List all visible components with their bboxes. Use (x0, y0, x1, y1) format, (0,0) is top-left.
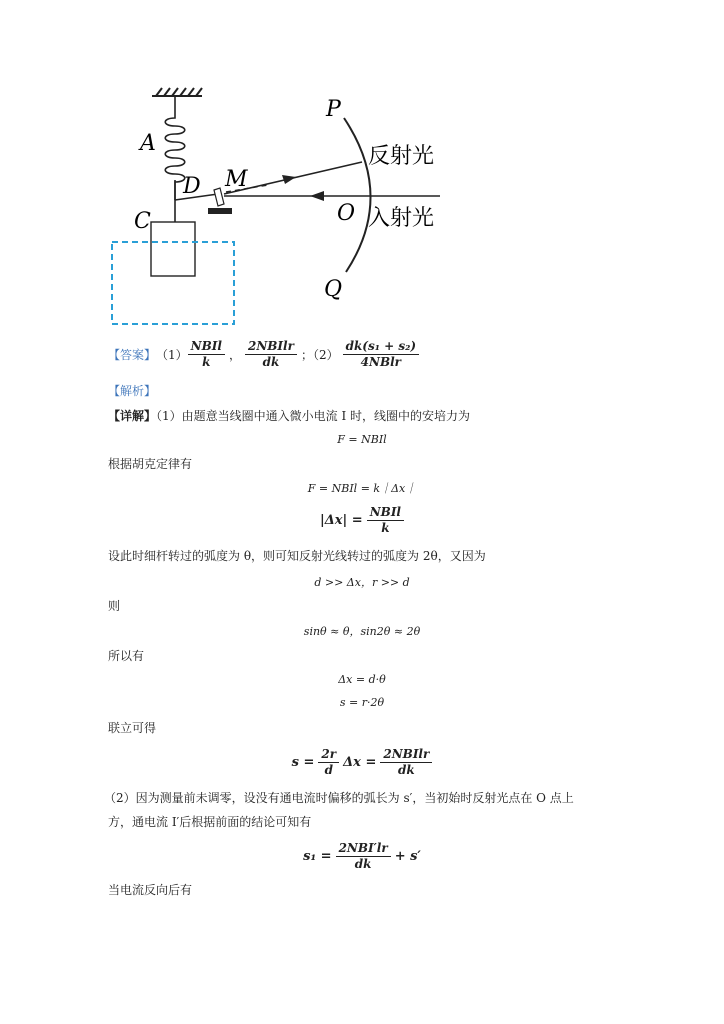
detail-line-7: （2）因为测量前未调零，设没有通电流时偏移的弧长为 s′，当初始时反射光点在 O 点上 (104, 791, 574, 805)
detail-line-5: 所以有 (108, 649, 145, 663)
label-D: D (183, 174, 201, 199)
fraction-denominator: k (381, 520, 390, 535)
fraction-denominator: dk (262, 354, 280, 369)
label-C: C (134, 209, 151, 234)
detail-line-9: 当电流反向后有 (108, 883, 193, 897)
physics-diagram (100, 80, 460, 330)
detail-line-3: 设此时细杆转过的弧度为 θ，则可知反射光线转过的弧度为 2θ，又因为 (108, 549, 486, 563)
detail-line-8: 方，通电流 I′后根据前面的结论可知有 (108, 815, 312, 829)
answer-fraction-1 (188, 339, 225, 370)
eq8-s: s = (291, 754, 315, 770)
detail-text-1: （1）由题意当线圈中通入微小电流 I 时，线圈中的安培力为 (156, 409, 471, 423)
fraction-denominator: 4NBlr (360, 354, 401, 369)
label-P: P (326, 97, 341, 122)
fraction-denominator: dk (354, 856, 372, 871)
label-M: M (225, 167, 248, 192)
scale-arc-PQ (344, 118, 371, 272)
equation-8 (0, 742, 724, 782)
equation-6: Δx = d·θ (338, 673, 386, 686)
fraction-numerator: 2NBIlr (245, 339, 297, 355)
analysis-tag: 【解析】 (108, 384, 157, 398)
fraction-numerator: 2r (318, 747, 339, 763)
incident-arrow (310, 191, 324, 201)
fraction-numerator: NBIl (188, 339, 225, 355)
eq9-right: + s′ (394, 848, 421, 864)
equation-4: d >> Δx，r >> d (314, 576, 410, 589)
answer-fraction-3 (343, 339, 420, 370)
eq8-mid: Δx = (343, 754, 377, 770)
equation-5: sinθ ≈ θ，sin2θ ≈ 2θ (303, 625, 421, 638)
fraction-denominator: k (202, 354, 211, 369)
equation-3 (0, 502, 724, 538)
eq8-fraction-1 (318, 747, 339, 778)
label-reflected: 反射光 (368, 144, 435, 169)
comma: ， (228, 347, 241, 362)
label-Q: Q (324, 277, 343, 302)
equation-2: F = NBIl = k｜Δx｜ (307, 482, 417, 495)
detail-line-2: 根据胡克定律有 (108, 457, 193, 471)
equation-7: s = r·2θ (339, 696, 385, 709)
fraction-numerator: 2NBI′lr (336, 841, 391, 857)
label-incident: 入射光 (368, 206, 435, 231)
eq9-fraction (336, 841, 391, 872)
coil-box-C (151, 222, 195, 276)
fraction-denominator: d (324, 762, 333, 777)
eq3-fraction (367, 505, 404, 536)
detail-line-4: 则 (108, 599, 121, 613)
fraction-numerator: 2NBIlr (380, 747, 432, 763)
eq8-fraction-2 (380, 747, 432, 778)
answer-separator: ；（2） (300, 347, 339, 362)
detail-line-6: 联立可得 (108, 721, 157, 735)
eq9-left: s₁ = (303, 848, 332, 864)
answer-tag: 【答案】 (108, 347, 157, 362)
fraction-numerator: dk(s₁ + s₂) (343, 339, 420, 355)
ceiling-support (152, 88, 202, 96)
answer-part1: （1） (156, 347, 188, 362)
equation-9 (0, 836, 724, 876)
eq3-left: |Δx| = (319, 512, 363, 528)
answer-line (108, 336, 419, 372)
fraction-denominator: dk (397, 762, 415, 777)
answer-fraction-2 (245, 339, 297, 370)
fraction-numerator: NBIl (367, 505, 404, 521)
equation-1: F = NBIl (337, 433, 387, 446)
detail-line-1 (108, 408, 470, 424)
detail-tag: 【详解】 (108, 409, 157, 423)
label-A: A (140, 131, 156, 156)
label-O: O (337, 201, 356, 226)
reflected-arrow (282, 175, 296, 184)
